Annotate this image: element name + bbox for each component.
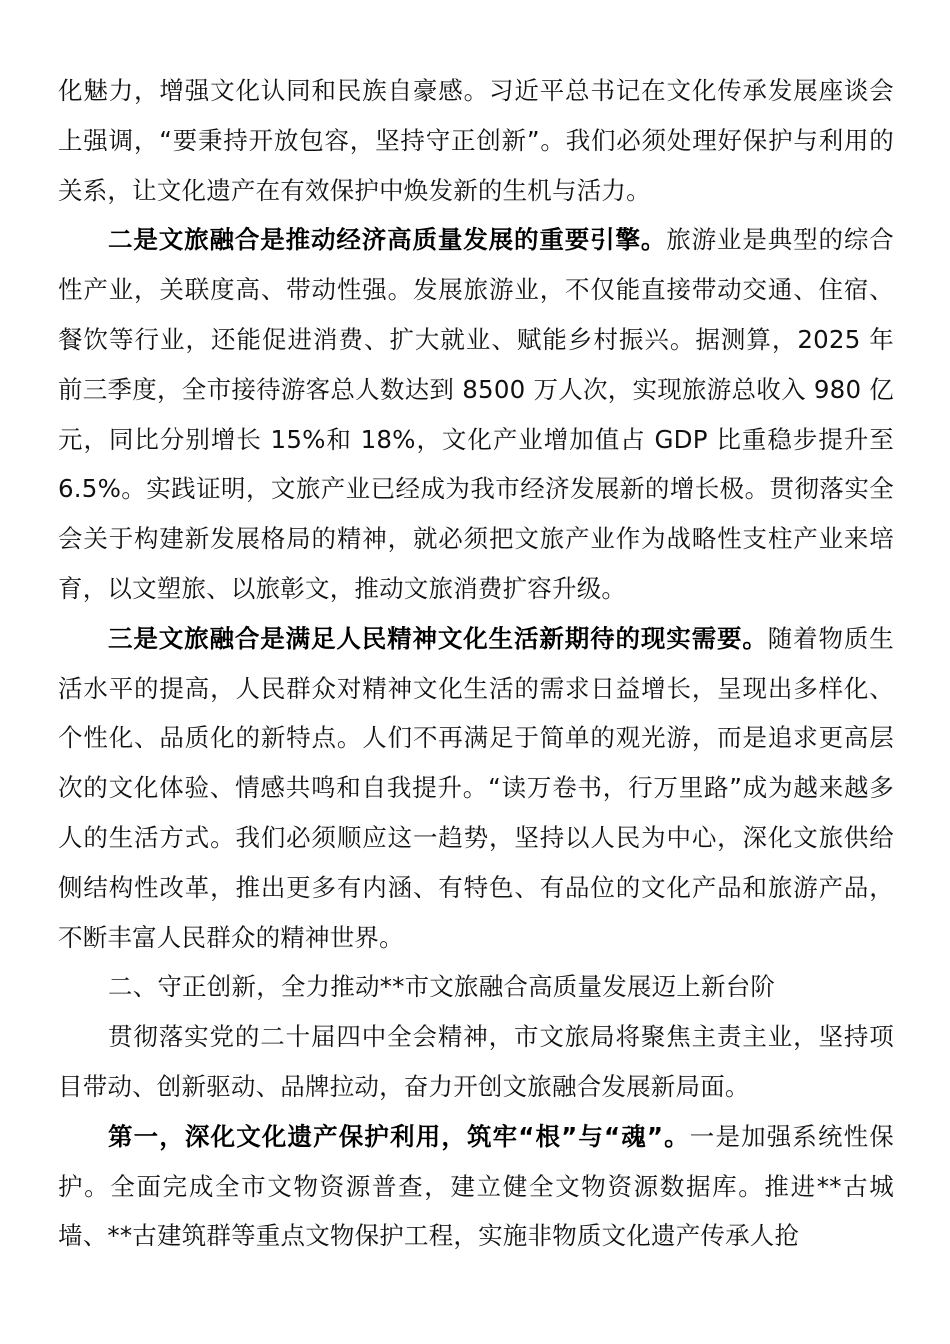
paragraph-cultural-heritage-conclusion xyxy=(58,66,894,215)
paragraph-section-intro xyxy=(58,1012,894,1112)
paragraph-lead-bold: 三是文旅融合是满足人民精神文化生活新期待的现实需要。 xyxy=(108,623,768,653)
paragraph-economic-engine xyxy=(58,215,894,613)
paragraph-text: 一是加强系统性保护。全面完成全市文物资源普查，建立健全文物资源数据库。推进**古城墙、**古建筑群等重点文物保护工程，实施非物质文化遗产传承人抢 xyxy=(58,1121,894,1251)
paragraph-text: 随着物质生活水平的提高，人民群众对精神文化生活的需求日益增长，呈现出多样化、个性化、品质化的新特点。人们不再满足于简单的观光游，而是追求更高层次的文化体验、情感共鸣和自我提升。“读万卷书，行万里路”成为越来越多人的生活方式。我们必须顺应这一趋势，坚持以人民为中心，深化文旅供给侧结构性改革，推出更多有内涵、有特色、有品位的文化产品和旅游产品，不断丰富人民群众的精神世界。 xyxy=(58,623,895,952)
paragraph-text: 化魅力，增强文化认同和民族自豪感。习近平总书记在文化传承发展座谈会上强调，“要秉持开放包容，坚持守正创新”。我们必须处理好保护与利用的关系，让文化遗产在有效保护中焕发新的生机与活力。 xyxy=(58,76,894,205)
section-heading-text: 二、守正创新，全力推动**市文旅融合高质量发展迈上新台阶 xyxy=(108,972,776,1002)
section-heading-2 xyxy=(58,962,894,1012)
document-page xyxy=(58,66,894,1261)
paragraph-lead-bold: 二是文旅融合是推动经济高质量发展的重要引擎。 xyxy=(108,225,667,255)
paragraph-text: 旅游业是典型的综合性产业，关联度高、带动性强。发展旅游业，不仅能直接带动交通、住宿、餐饮等行业，还能促进消费、扩大就业、赋能乡村振兴。据测算，2025 年前三季度，全市接待游客总人数达到 8500 万人次，实现旅游总收入 980 亿元，同比分别增长 15%和 18%，文化产业增加值占 GDP 比重稳步提升至 6.5%。实践证明，文旅产业已经成为我市经济发展新的增长极。贯彻落实全会关于构建新发展格局的精神，就必须把文旅产业作为战略性支柱产业来培育，以文塑旅、以旅彰文，推动文旅消费扩容升级。 xyxy=(58,225,894,603)
paragraph-spiritual-needs xyxy=(58,614,894,963)
paragraph-heritage-protection xyxy=(58,1112,894,1261)
paragraph-lead-bold: 第一，深化文化遗产保护利用，筑牢“根”与“魂”。 xyxy=(108,1121,690,1151)
paragraph-text: 贯彻落实党的二十届四中全会精神，市文旅局将聚焦主责主业，坚持项目带动、创新驱动、品牌拉动，奋力开创文旅融合发展新局面。 xyxy=(58,1022,894,1101)
